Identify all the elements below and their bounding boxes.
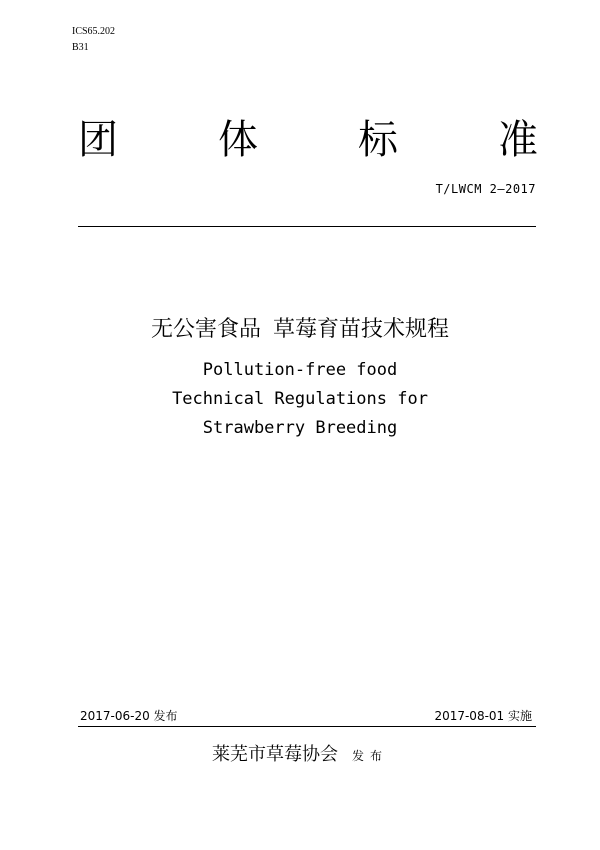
- standard-type-char: 准: [498, 117, 538, 163]
- chinese-title-part2: 草莓育苗技术规程: [273, 317, 450, 342]
- issuer-action: 发布: [351, 749, 388, 763]
- publish-date: 2017-06-20 发布: [80, 709, 178, 723]
- english-title-line: Technical Regulations for: [172, 389, 428, 409]
- issuer: [0, 740, 600, 766]
- implement-date: 2017-08-01 实施: [434, 709, 532, 723]
- footer-divider: [78, 726, 536, 727]
- issuer-name: 莱芜市草莓协会: [211, 744, 338, 765]
- classification-codes: [72, 24, 115, 56]
- chinese-title-part1: 无公害食品: [150, 317, 261, 342]
- english-title: [0, 356, 600, 443]
- english-title-line: Strawberry Breeding: [202, 418, 398, 438]
- ccs-code: B31: [72, 42, 89, 53]
- standard-type-heading: [78, 112, 538, 172]
- english-title-line: Pollution-free food: [202, 360, 398, 380]
- chinese-title: [0, 314, 600, 346]
- standard-code: T/LWCM 2—2017: [435, 182, 536, 196]
- standard-type-char: 体: [218, 117, 258, 163]
- header-divider: [78, 226, 536, 227]
- standard-type-char: 团: [78, 117, 118, 163]
- ics-code: ICS65.202: [72, 26, 116, 37]
- standard-type-char: 标: [358, 117, 398, 163]
